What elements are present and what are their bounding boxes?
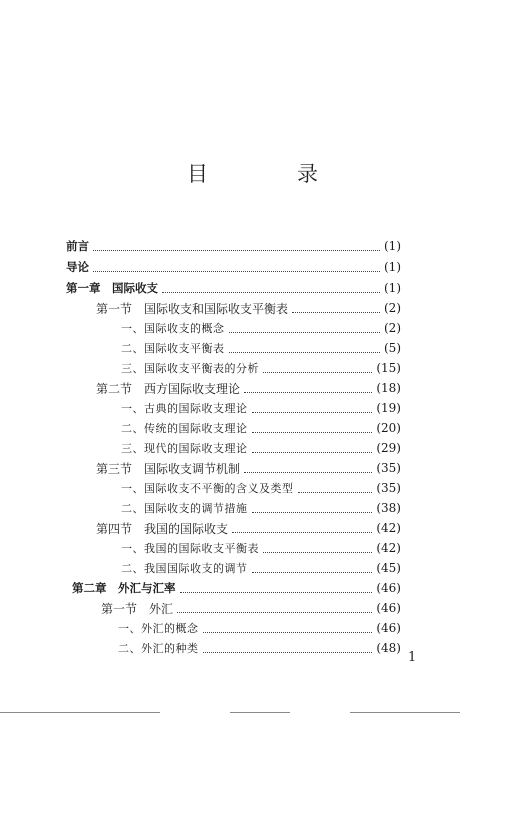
toc-entry-page: (20) bbox=[376, 421, 401, 435]
page-number: 1 bbox=[408, 650, 417, 665]
leader-dots bbox=[203, 620, 373, 633]
toc-entry-page: (15) bbox=[376, 361, 401, 375]
leader-dots bbox=[298, 480, 373, 493]
toc-entry-label: 第二节 西方国际收支理论 bbox=[96, 381, 241, 396]
toc-entry-subsection[interactable] bbox=[121, 498, 401, 518]
leader-dots bbox=[263, 540, 372, 553]
toc-entry-label: 二、国际收支的调节措施 bbox=[121, 502, 248, 515]
toc-entry-label: 二、外汇的种类 bbox=[118, 642, 199, 655]
toc-entry-page: (35) bbox=[376, 461, 401, 475]
toc-entry-introduction[interactable] bbox=[66, 257, 401, 277]
toc-entry-page: (1) bbox=[384, 260, 401, 274]
toc-entry-page: (19) bbox=[376, 401, 401, 415]
toc-entry-preface[interactable] bbox=[66, 236, 401, 256]
toc-entry-subsection[interactable] bbox=[121, 338, 401, 358]
leader-dots bbox=[252, 560, 373, 573]
toc-entry-label: 二、我国国际收支的调节 bbox=[121, 562, 248, 575]
toc-entry-label: 一、古典的国际收支理论 bbox=[121, 402, 248, 415]
toc-entry-page: (1) bbox=[384, 281, 401, 295]
toc-entry-label: 前言 bbox=[66, 239, 89, 253]
toc-entry-page: (29) bbox=[376, 441, 401, 455]
toc-entry-page: (35) bbox=[376, 481, 401, 495]
toc-entry-label: 三、国际收支平衡表的分析 bbox=[121, 362, 259, 375]
toc-entry-page: (2) bbox=[384, 301, 401, 315]
scan-artifact-line bbox=[350, 712, 460, 713]
leader-dots bbox=[263, 360, 372, 373]
toc-entry-section[interactable] bbox=[96, 298, 401, 318]
leader-dots bbox=[162, 280, 380, 293]
toc-entry-page: (46) bbox=[376, 601, 401, 615]
leader-dots bbox=[252, 500, 373, 513]
leader-dots bbox=[180, 580, 373, 593]
toc-entry-label: 二、国际收支平衡表 bbox=[121, 342, 225, 355]
toc-entry-label: 第三节 国际收支调节机制 bbox=[96, 461, 241, 476]
toc-entry-section[interactable] bbox=[96, 458, 401, 478]
toc-entry-page: (5) bbox=[384, 341, 401, 355]
leader-dots bbox=[252, 420, 373, 433]
toc-entry-label: 一、国际收支的概念 bbox=[121, 322, 225, 335]
leader-dots bbox=[177, 600, 372, 613]
toc-entry-page: (46) bbox=[376, 581, 401, 595]
toc-entry-label: 一、国际收支不平衡的含义及类型 bbox=[121, 482, 294, 495]
toc-entry-subsection[interactable] bbox=[118, 618, 401, 638]
toc-entry-page: (46) bbox=[376, 621, 401, 635]
toc-entry-chapter-1[interactable] bbox=[66, 278, 401, 298]
toc-entry-label: 二、传统的国际收支理论 bbox=[121, 422, 248, 435]
leader-dots bbox=[232, 520, 372, 533]
page-title: 目 录 bbox=[187, 162, 352, 186]
leader-dots bbox=[93, 259, 380, 272]
leader-dots bbox=[229, 320, 381, 333]
toc-entry-subsection[interactable] bbox=[121, 358, 401, 378]
leader-dots bbox=[252, 440, 373, 453]
toc-entry-label: 第一章 国际收支 bbox=[66, 281, 158, 295]
leader-dots bbox=[93, 238, 380, 251]
toc-entry-subsection[interactable] bbox=[121, 478, 401, 498]
toc-entry-label: 一、我国的国际收支平衡表 bbox=[121, 542, 259, 555]
toc-entry-subsection[interactable] bbox=[121, 438, 401, 458]
toc-entry-subsection[interactable] bbox=[121, 318, 401, 338]
toc-entry-section[interactable] bbox=[96, 518, 401, 538]
toc-entry-label: 第二章 外汇与汇率 bbox=[72, 581, 176, 595]
leader-dots bbox=[244, 380, 372, 393]
leader-dots bbox=[203, 640, 373, 653]
toc-entry-label: 一、外汇的概念 bbox=[118, 622, 199, 635]
toc-entry-page: (18) bbox=[376, 381, 401, 395]
toc-entry-label: 第一节 外汇 bbox=[101, 601, 174, 616]
leader-dots bbox=[292, 300, 380, 313]
scan-artifact-line bbox=[230, 712, 290, 713]
toc-entry-page: (38) bbox=[376, 501, 401, 515]
toc-entry-section[interactable] bbox=[96, 378, 401, 398]
toc-entry-label: 三、现代的国际收支理论 bbox=[121, 442, 248, 455]
leader-dots bbox=[229, 340, 381, 353]
scan-artifact-line bbox=[0, 712, 160, 713]
toc-entry-subsection[interactable] bbox=[121, 398, 401, 418]
leader-dots bbox=[252, 400, 373, 413]
toc-entry-page: (48) bbox=[376, 641, 401, 655]
leader-dots bbox=[244, 460, 372, 473]
toc-entry-label: 导论 bbox=[66, 260, 89, 274]
toc-entry-page: (45) bbox=[376, 561, 401, 575]
toc-entry-chapter-2[interactable] bbox=[72, 578, 401, 598]
toc-entry-page: (1) bbox=[384, 239, 401, 253]
toc-entry-label: 第一节 国际收支和国际收支平衡表 bbox=[96, 301, 289, 316]
toc-entry-subsection[interactable] bbox=[121, 418, 401, 438]
toc-entry-subsection[interactable] bbox=[121, 558, 401, 578]
toc-entry-page: (42) bbox=[376, 521, 401, 535]
toc-entry-page: (2) bbox=[384, 321, 401, 335]
toc-entry-label: 第四节 我国的国际收支 bbox=[96, 521, 229, 536]
toc-entry-subsection[interactable] bbox=[118, 638, 401, 658]
toc-entry-section[interactable] bbox=[101, 598, 401, 618]
toc-entry-page: (42) bbox=[376, 541, 401, 555]
toc-entry-subsection[interactable] bbox=[121, 538, 401, 558]
